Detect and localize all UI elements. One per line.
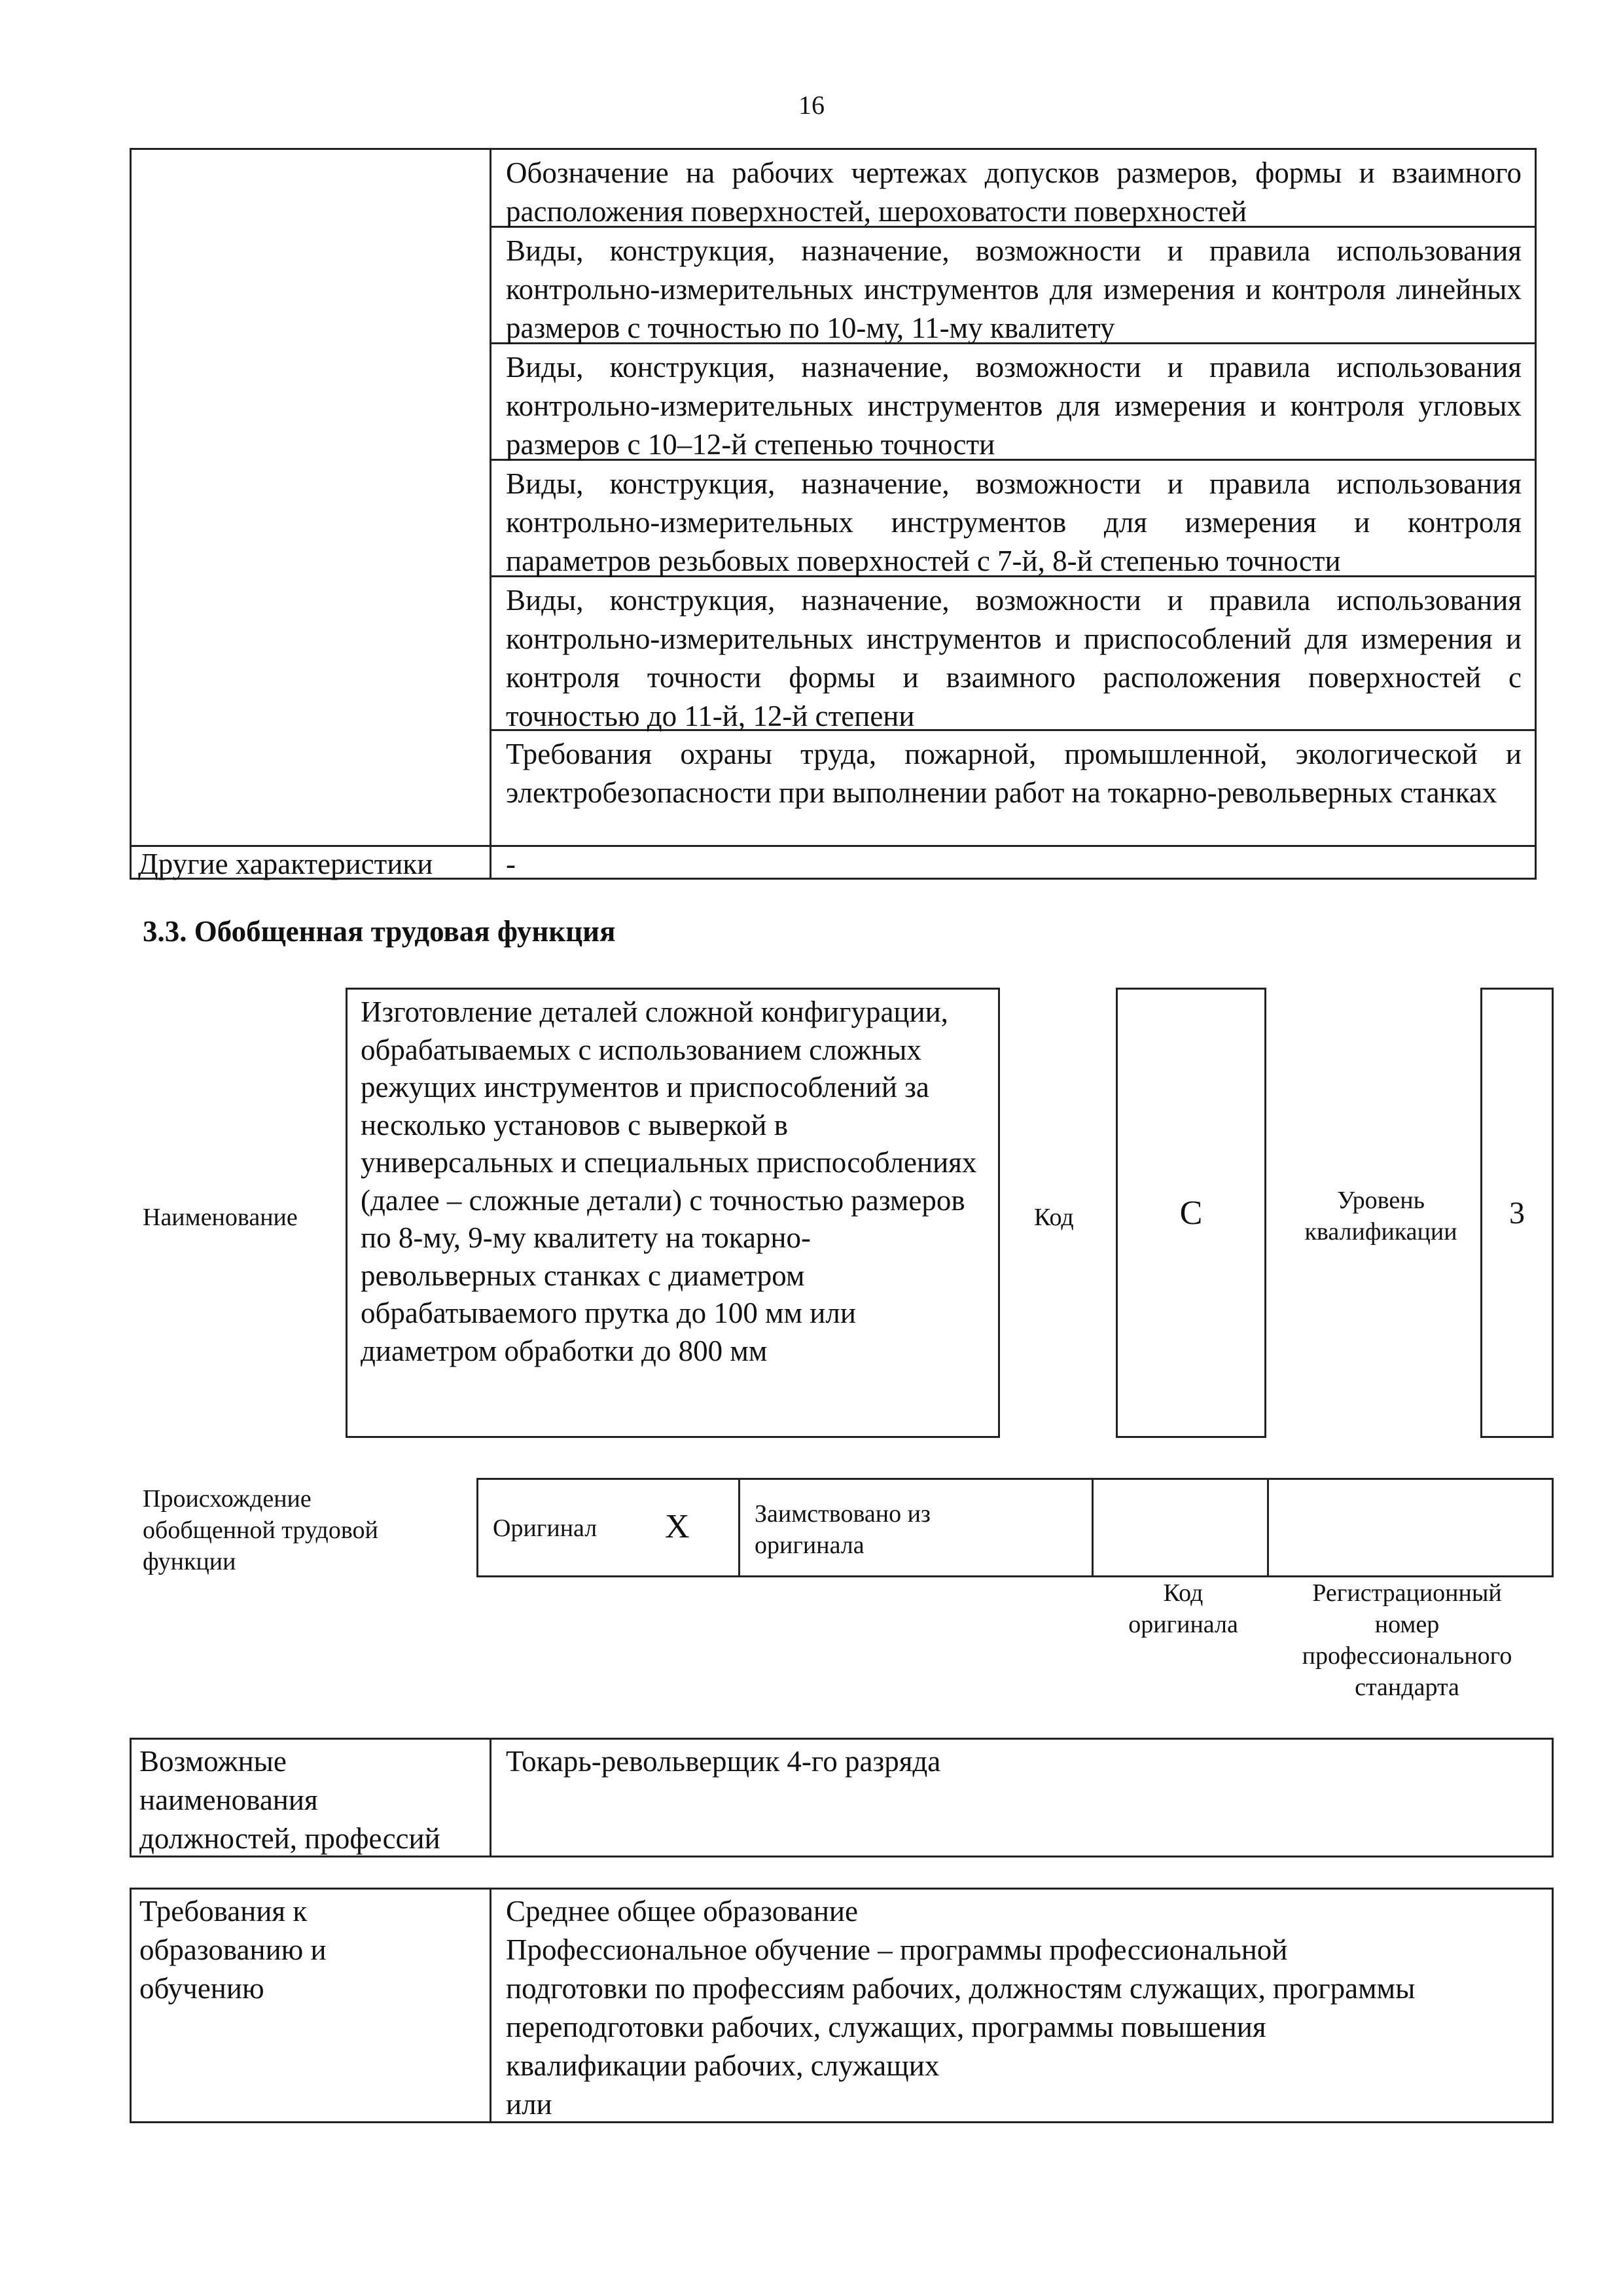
code-label: Код <box>1034 1204 1074 1231</box>
table-divider <box>490 1740 491 1856</box>
education-label <box>139 1892 486 2008</box>
positions-label-line-3: должностей, профессий <box>139 1822 440 1855</box>
registration-number-caption <box>1263 1577 1551 1703</box>
education-table <box>130 1888 1554 2123</box>
knowledge-row-6: Требования охраны труда, пожарной, промышленной, экологической и электробезопасности при выполнении работ на токарно-револьверных станках <box>506 738 1522 809</box>
page-number: 16 <box>798 90 825 120</box>
knowledge-row-3: Виды, конструкция, назначение, возможности и правила использования контрольно-измерительных инструментов для измерения и контроля угловых размеров с 10–12-й степенью точности <box>491 344 1535 461</box>
knowledge-row-4: Виды, конструкция, назначение, возможности и правила использования контрольно-измерительных инструментов для измерения и контроля параметров резьбовых поверхностей с 7-й, 8-й степенью точности <box>491 461 1535 577</box>
positions-label-line-1: Возможные <box>139 1745 287 1778</box>
original-code-caption-line-1: Код <box>1163 1579 1204 1607</box>
origin-reg-number-cell <box>1269 1480 1552 1575</box>
knowledge-row-1: Обозначение на рабочих чертежах допусков размеров, формы и взаимного расположения поверхностей, шероховатости поверхностей <box>491 150 1535 228</box>
origin-borrowed-label <box>755 1498 931 1561</box>
registration-number-caption-line-4: стандарта <box>1355 1674 1459 1701</box>
origin-mark: X <box>665 1508 690 1545</box>
qualification-level-label-line-1: Уровень <box>1337 1187 1425 1214</box>
section-title: 3.3. Обобщенная трудовая функция <box>143 915 616 948</box>
registration-number-caption-line-2: номер <box>1374 1611 1440 1638</box>
origin-table <box>476 1478 1554 1577</box>
code-value: C <box>1116 988 1266 1438</box>
original-code-caption <box>1092 1577 1275 1640</box>
registration-number-caption-line-1: Регистрационный <box>1312 1579 1502 1607</box>
table-divider <box>490 1890 491 2121</box>
origin-label-line-3: функции <box>143 1548 236 1575</box>
education-label-line-3: обучению <box>139 1972 264 2005</box>
education-line-3: подготовки по профессиям рабочих, должностям служащих, программы <box>506 1972 1416 2005</box>
origin-borrowed-line-1: Заимствовано из <box>755 1500 931 1528</box>
knowledge-row-2: Виды, конструкция, назначение, возможности и правила использования контрольно-измерительных инструментов для измерения и контроля линейных размеров с точностью по 10-му, 11-му квалитету <box>491 228 1535 344</box>
origin-original-cell <box>478 1480 740 1575</box>
registration-number-caption-line-3: профессионального <box>1302 1642 1512 1670</box>
knowledge-table <box>130 148 1537 880</box>
positions-label <box>139 1742 486 1858</box>
origin-label <box>143 1483 378 1577</box>
education-label-line-1: Требования к <box>139 1895 308 1928</box>
other-characteristics-row <box>132 845 1535 882</box>
education-line-5: квалификации рабочих, служащих <box>506 2049 940 2082</box>
qualification-level-label <box>1276 1185 1486 1247</box>
qualification-level-label-line-2: квалификации <box>1304 1218 1457 1246</box>
other-characteristics-value: - <box>506 848 516 880</box>
origin-code-cell <box>1094 1480 1269 1575</box>
positions-table <box>130 1738 1554 1857</box>
positions-value: Токарь-револьверщик 4-го разряда <box>506 1745 941 1778</box>
origin-borrowed-line-2: оригинала <box>755 1532 865 1559</box>
education-line-1: Среднее общее образование <box>506 1895 858 1928</box>
name-label: Наименование <box>143 1204 298 1231</box>
education-requirements <box>506 1892 1539 2124</box>
origin-borrowed-cell <box>740 1480 1094 1575</box>
origin-original-label: Оригинал <box>493 1515 597 1542</box>
origin-label-line-2: обобщенной трудовой <box>143 1516 378 1544</box>
education-line-4: переподготовки рабочих, служащих, программы повышения <box>506 2011 1266 2043</box>
original-code-caption-line-2: оригинала <box>1128 1611 1238 1638</box>
other-characteristics-label: Другие характеристики <box>138 848 433 880</box>
education-label-line-2: образованию и <box>139 1933 327 1966</box>
positions-label-line-2: наименования <box>139 1784 318 1816</box>
education-line-2: Профессиональное обучение – программы профессиональной <box>506 1933 1288 1966</box>
knowledge-row-5: Виды, конструкция, назначение, возможности и правила использования контрольно-измерительных инструментов и приспособлений для измерения и контроля точности формы и взаимного расположения поверхностей с точностью до 11-й, 12-й степени <box>491 577 1535 731</box>
origin-label-line-1: Происхождение <box>143 1485 312 1513</box>
qualification-level-value: 3 <box>1480 988 1554 1438</box>
education-line-6: или <box>506 2088 552 2121</box>
function-name: Изготовление деталей сложной конфигурации, обрабатываемых с использованием сложных режущих инструментов и приспособлений за несколько установов с выверкой в универсальных и специальных приспособлениях (далее – сложные детали) с точностью размеров по 8-му, 9-му квалитету на токарно-револьверных станках с диаметром обрабатываемого прутка до 100 мм или диаметром обработки до 800 мм <box>346 988 1000 1438</box>
